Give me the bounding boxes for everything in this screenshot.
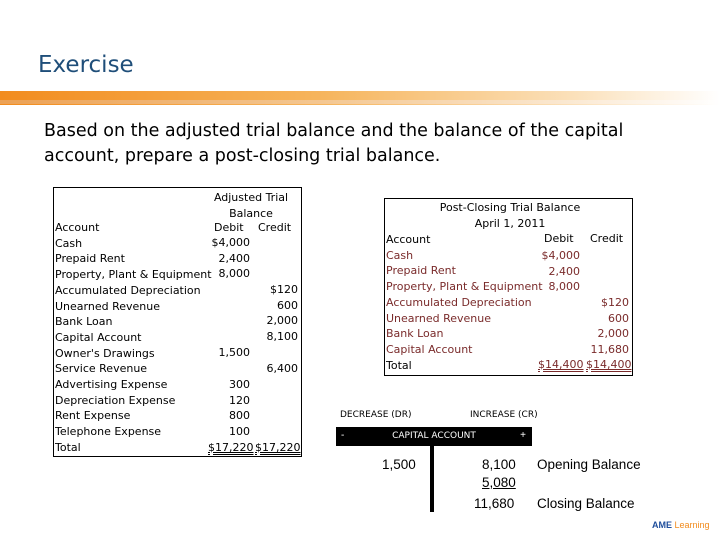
atb-credit-value: 600	[277, 298, 298, 312]
minus-sign: -	[341, 430, 345, 441]
pctb-debit-value: 2,400	[548, 264, 580, 278]
pctb-credit-value: 2,000	[597, 327, 629, 341]
atb-debit-label: Debit	[214, 221, 244, 234]
atb-debit-value: 100	[229, 425, 250, 439]
pctb-account: Unearned Revenue	[386, 311, 491, 325]
pctb-credit-label: Credit	[590, 232, 624, 245]
atb-account: Service Revenue	[55, 362, 148, 376]
pctb-credit-value: $120	[601, 296, 629, 309]
logo-text: AME	[652, 520, 672, 530]
pctb-account-label: Account	[386, 233, 431, 246]
capital-account-header	[336, 427, 532, 446]
atb-drawings-debit: 1,500	[218, 346, 250, 359]
atb-debit-value: 800	[229, 409, 250, 423]
pctb-account: Bank Loan	[386, 327, 444, 341]
atb-account: Bank Loan	[55, 315, 113, 329]
atb-account: Rent Expense	[55, 409, 131, 423]
intro-text: Based on the adjusted trial balance and the balance of the capital account, prepare a post-closing trial balance.	[44, 121, 624, 166]
atb-credit-value: 8,100	[266, 330, 298, 344]
pctb-total-debit: $14,400	[538, 358, 584, 371]
atb-debits-top	[200, 235, 250, 282]
atb-account: Owner's Drawings	[55, 346, 155, 360]
atb-debit-value: 8,000	[218, 267, 250, 281]
pctb-debit-value: 8,000	[548, 280, 580, 294]
atb-account: Cash	[55, 236, 83, 250]
opening-balance-label: Opening Balance	[537, 457, 641, 472]
pctb-credit-value: 11,680	[590, 343, 629, 357]
closing-balance-label: Closing Balance	[537, 496, 635, 511]
pctb-account: Prepaid Rent	[386, 264, 456, 278]
atb-debit-value: $4,000	[211, 236, 250, 249]
atb-debits-bottom	[200, 377, 250, 440]
atb-account: Property, Plant & Equipment	[55, 268, 212, 282]
title-underline-shadow	[0, 100, 720, 104]
atb-account: Prepaid Rent	[55, 252, 125, 266]
atb-credit-value: 2,000	[266, 314, 298, 328]
pctb-debits	[535, 248, 580, 295]
increase-label: INCREASE (CR)	[470, 410, 538, 420]
pctb-account: Cash	[386, 248, 414, 262]
atb-account: Unearned Revenue	[55, 299, 160, 313]
atb-credit-label: Credit	[258, 221, 292, 234]
pctb-date: April 1, 2011	[474, 216, 546, 230]
atb-credits-top	[250, 282, 298, 345]
closing-amount: 11,680	[474, 496, 515, 511]
atb-total-credit: $17,220	[255, 441, 301, 454]
pctb-account: Capital Account	[386, 342, 473, 356]
plus-sign: +	[520, 430, 526, 441]
atb-debit-value: 2,400	[218, 251, 250, 265]
slide-title: Exercise	[38, 52, 134, 78]
atb-account-label: Account	[55, 221, 100, 234]
atb-header: Adjusted Trial Balance	[213, 191, 289, 220]
decrease-label: DECREASE (DR)	[340, 410, 412, 420]
pctb-title: Post-Closing Trial Balance	[439, 201, 581, 214]
pctb-credits	[583, 295, 629, 358]
atb-account: Depreciation Expense	[55, 393, 176, 407]
pctb-header	[420, 200, 600, 231]
atb-total-debit: $17,220	[208, 441, 254, 454]
opening-amount: 8,100	[482, 457, 516, 472]
atb-account: Total	[55, 440, 81, 454]
pctb-debit-label: Debit	[544, 232, 574, 245]
pctb-account: Accumulated Depreciation	[386, 295, 532, 309]
drawings-amount: 1,500	[382, 457, 416, 472]
atb-account: Telephone Expense	[55, 425, 162, 439]
pctb-account: Property, Plant & Equipment	[386, 280, 543, 294]
atb-account: Accumulated Depreciation	[55, 283, 201, 297]
atb-account: Advertising Expense	[55, 378, 168, 392]
atb-account: Capital Account	[55, 330, 142, 344]
pctb-total-label: Total	[386, 358, 412, 372]
addition-amount: 5,080	[482, 475, 516, 490]
pctb-total-credit: $14,400	[586, 358, 632, 371]
t-account-divider	[430, 446, 434, 512]
ame-learning-logo	[652, 520, 710, 530]
pctb-debit-value: $4,000	[541, 249, 580, 262]
pctb-account-list	[386, 232, 543, 373]
atb-credit-value: $120	[270, 283, 298, 296]
atb-debit-value: 120	[229, 393, 250, 407]
pctb-credit-value: 600	[608, 311, 629, 325]
capital-account-title: CAPITAL ACCOUNT	[392, 431, 476, 441]
logo-subtext: Learning	[674, 520, 710, 530]
atb-account-list	[55, 220, 212, 456]
atb-revenue-credit: 6,400	[266, 362, 298, 375]
atb-debit-value: 300	[229, 378, 250, 391]
